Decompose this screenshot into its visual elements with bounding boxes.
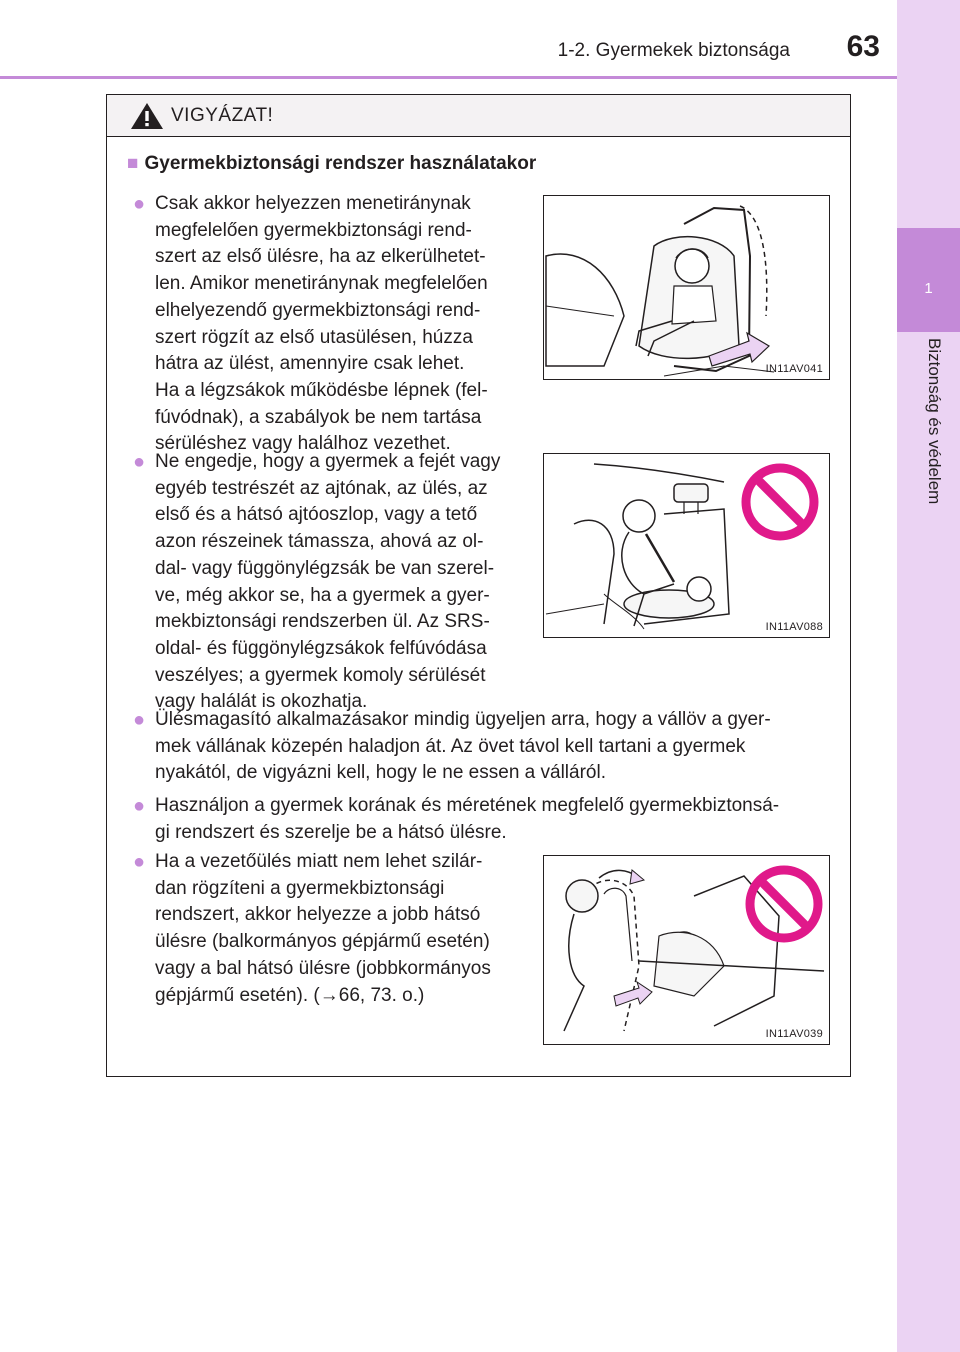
- text-line: nyakától, de vigyázni kell, hogy le ne essen a válláról.: [155, 762, 606, 784]
- child-door-figure: [543, 453, 830, 638]
- text-line: dal- vagy függönylégzsák be van szerel-: [155, 557, 495, 579]
- text-line: ülésre (balkormányos gépjármű esetén): [155, 931, 490, 953]
- child-seat-front-figure: [543, 195, 830, 380]
- text-line: Ülésmagasító alkalmazásakor mindig ügyeljen arra, hogy a vállöv a gyer-: [155, 709, 771, 730]
- text-line: len. Amikor menetiránynak megfelelően: [155, 273, 488, 295]
- square-bullet-icon: ■: [127, 153, 139, 174]
- circle-bullet-icon: ●: [133, 193, 146, 215]
- rear-seat-figure: [543, 855, 830, 1045]
- list-item: [133, 849, 519, 1009]
- section-heading: [127, 153, 536, 175]
- page-number: 63: [846, 30, 880, 63]
- circle-bullet-icon: ●: [133, 451, 146, 473]
- list-item: [133, 707, 841, 787]
- text-line: Ha a légzsákok működésbe lépnek (fel-: [155, 379, 488, 401]
- circle-bullet-icon: ●: [133, 709, 146, 731]
- text-line: gépjármű esetén). (→66, 73. o.): [155, 984, 425, 1006]
- text-line: fúvódnak), a szabályok be nem tartása: [155, 406, 482, 428]
- chapter-number: 1: [924, 280, 933, 297]
- warning-box: [106, 94, 851, 1077]
- text-line: Használjon a gyermek korának és méretének megfelelő gyermekbiztonsá-: [155, 795, 780, 816]
- text-line: vagy halálát is okozhatja.: [155, 691, 368, 713]
- text-line: azon részeinek támassza, ahová az ol-: [155, 531, 484, 553]
- circle-bullet-icon: ●: [133, 851, 146, 873]
- text-line: szert az első ülésre, ha az elkerülhetet-: [155, 246, 486, 268]
- text-line: elhelyezendő gyermekbiztonsági rend-: [155, 299, 481, 321]
- section-title: 1-2. Gyermekek biztonsága: [557, 40, 790, 61]
- text-line: hátra az ülést, amennyire csak lehet.: [155, 353, 465, 375]
- text-line: vagy a bal hátsó ülésre (jobbkormányos: [155, 957, 491, 979]
- text-line: dan rögzíteni a gyermekbiztonsági: [155, 877, 445, 899]
- warning-triangle-icon: [129, 101, 165, 131]
- text-line: Csak akkor helyezzen menetiránynak: [155, 193, 471, 214]
- warning-title: VIGYÁZAT!: [171, 105, 274, 126]
- section-heading-text: Gyermekbiztonsági rendszer használatakor: [144, 153, 537, 174]
- text-line: oldal- és függönylégzsákok felfúvódása: [155, 637, 487, 659]
- text-line: első és a hátsó ajtóoszlop, vagy a tető: [155, 504, 478, 526]
- text-line: rendszert, akkor helyezze a jobb hátsó: [155, 904, 481, 926]
- prohibition-icon: [750, 870, 818, 938]
- arrow-icon: [630, 870, 644, 884]
- text-line: ve, még akkor se, ha a gyermek a gyer-: [155, 584, 490, 606]
- text-line: megfelelően gyermekbiztonsági rend-: [155, 219, 472, 241]
- header-rule: [0, 76, 897, 79]
- list-item: [133, 191, 519, 458]
- warning-header: [107, 95, 850, 137]
- text-line: szert rögzít az első utasülésen, húzza: [155, 326, 473, 348]
- text-line: egyéb testrészét az ajtónak, az ülés, az: [155, 477, 488, 499]
- figure-label: IN11AV039: [765, 1028, 823, 1040]
- text-line: sérüléshez vagy halálhoz vezethet.: [155, 433, 451, 455]
- figure-label: IN11AV041: [765, 363, 823, 375]
- list-item: [133, 449, 519, 716]
- prohibition-icon: [746, 468, 814, 536]
- text-line: veszélyes; a gyermek komoly sérülését: [155, 664, 486, 686]
- figure-label: IN11AV088: [765, 621, 823, 633]
- text-line: Ha a vezetőülés miatt nem lehet szilár-: [155, 851, 483, 872]
- list-item: [133, 793, 841, 846]
- text-line: gi rendszert és szerelje be a hátsó ülésre.: [155, 821, 507, 843]
- text-line: mekbiztonsági rendszerben ül. Az SRS-: [155, 611, 490, 633]
- text-line: Ne engedje, hogy a gyermek a fejét vagy: [155, 451, 501, 472]
- text-line: mek vállának közepén haladjon át. Az övet távol kell tartani a gyermek: [155, 735, 746, 757]
- chapter-title: Biztonság és védelem: [925, 338, 944, 505]
- circle-bullet-icon: ●: [133, 795, 146, 817]
- side-tab-strip: [897, 0, 960, 1352]
